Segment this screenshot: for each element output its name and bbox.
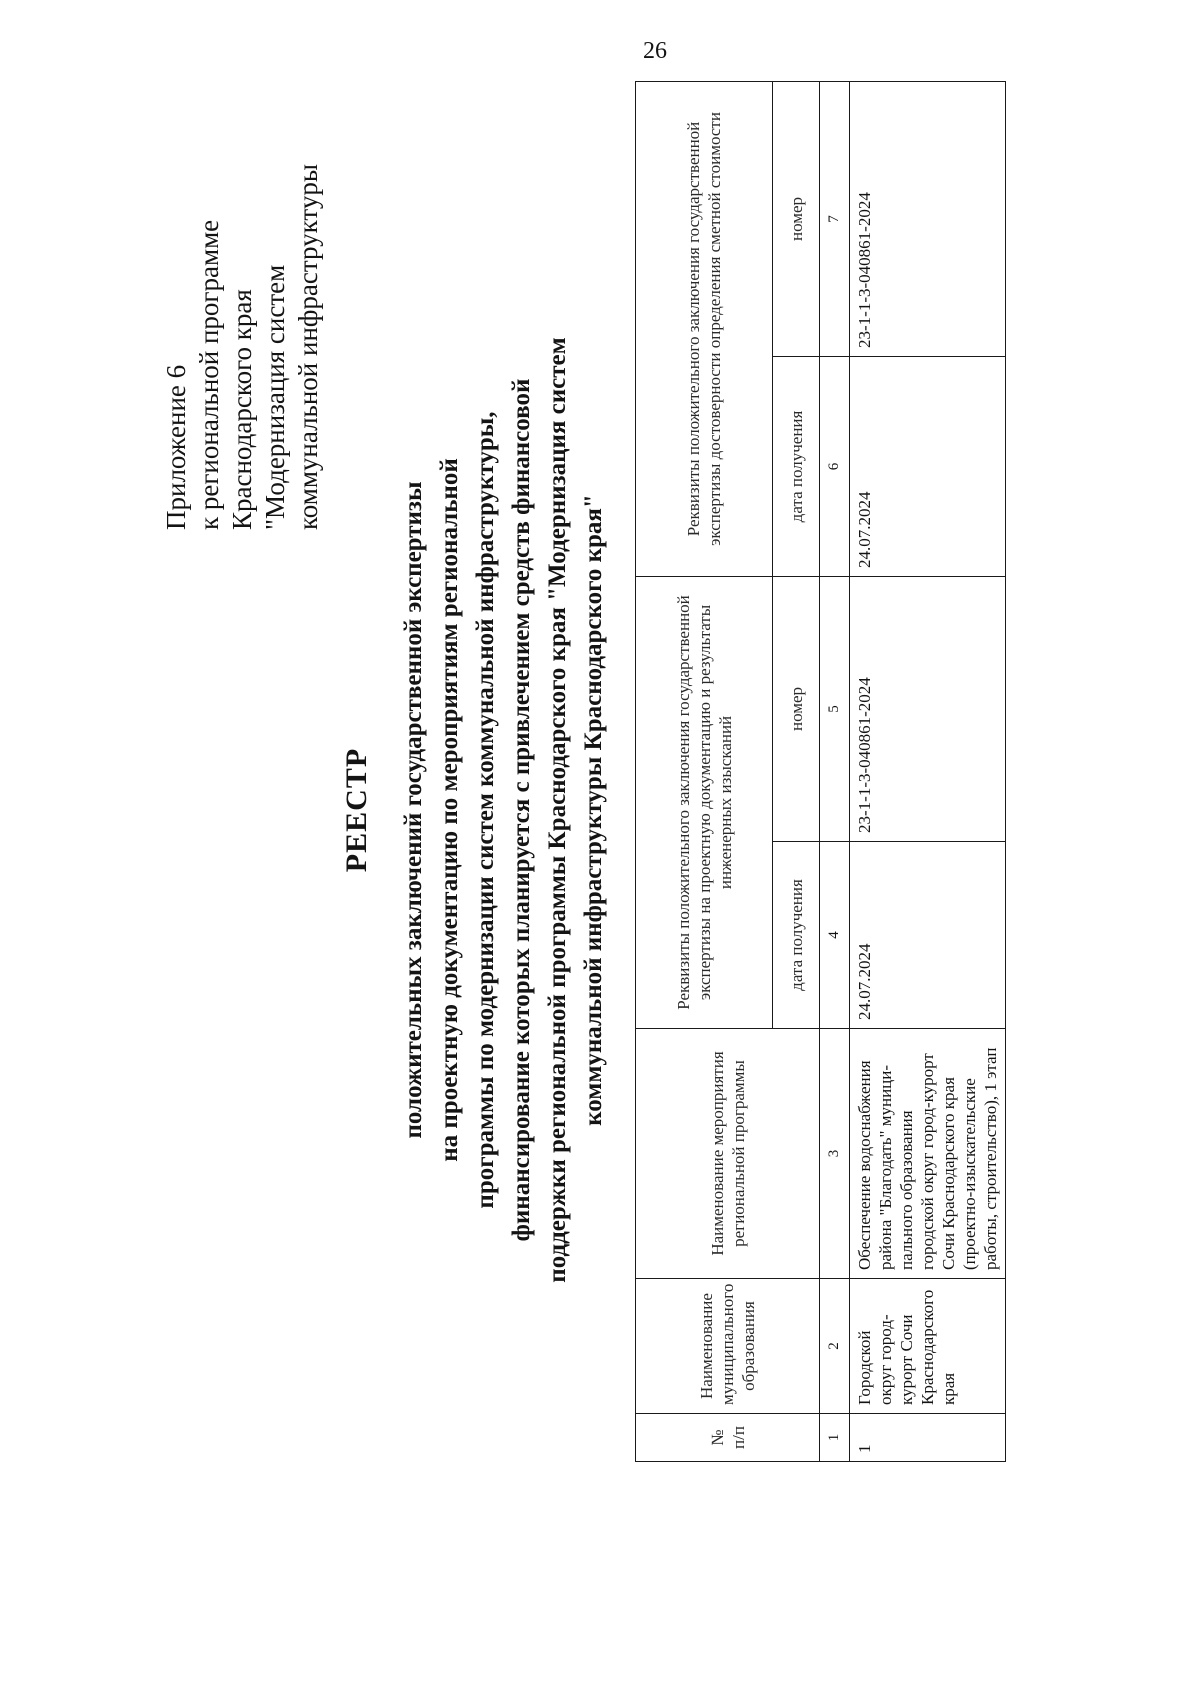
title-main: РЕЕСТР xyxy=(340,747,373,873)
landscape-content xyxy=(0,34,1050,1590)
title-line: на проектную документацию по мероприятиям региональной xyxy=(436,458,463,1162)
column-number: 3 xyxy=(820,1029,850,1279)
appendix-line: "Модернизация систем xyxy=(260,264,290,530)
header-municipality: Наименование муниципального образования xyxy=(636,1279,820,1414)
column-number: 4 xyxy=(820,842,850,1029)
header-cost-number: номер xyxy=(773,81,820,356)
header-cost-date: дата получения xyxy=(773,356,820,576)
appendix-line: Приложение 6 xyxy=(161,364,191,530)
cell-design-date: 24.07.2024 xyxy=(850,842,1006,1029)
column-number-row xyxy=(820,81,850,1461)
cell-num: 1 xyxy=(850,1414,1006,1462)
column-number: 1 xyxy=(820,1414,850,1462)
header-num: № п/п xyxy=(636,1414,820,1462)
cell-design-number: 23-1-1-3-040861-2024 xyxy=(850,576,1006,841)
cell-municipality: Городской округ город-курорт Сочи Краснодарского края xyxy=(850,1279,1006,1414)
appendix-note xyxy=(160,50,325,530)
header-row xyxy=(636,81,773,1461)
page-number: 26 xyxy=(643,38,667,64)
header-event: Наименование мероприятия региональной программы xyxy=(636,1029,820,1279)
column-number: 2 xyxy=(820,1279,850,1414)
registry-table xyxy=(635,81,1006,1462)
document-title xyxy=(340,70,612,1550)
title-line: коммунальной инфраструктуры Краснодарского края" xyxy=(580,494,607,1126)
title-line: поддержки региональной программы Краснодарского края "Модернизация систем xyxy=(544,337,571,1283)
column-number: 5 xyxy=(820,576,850,841)
cell-cost-date: 24.07.2024 xyxy=(850,356,1006,576)
cell-cost-number: 23-1-1-3-040861-2024 xyxy=(850,81,1006,356)
header-design-number: номер xyxy=(773,576,820,841)
appendix-line: Краснодарского края xyxy=(227,289,257,530)
title-line: программы по модернизации систем коммунальной инфраструктуры, xyxy=(472,411,499,1209)
cell-event: Обеспечение водоснабжения района "Благодать" муници-пального образования городской округ город-курорт Сочи Краснодарского края (проектно-изыскательские работы, строительство), 1 этап xyxy=(850,1029,1006,1279)
header-cost-expertise: Реквизиты положительного заключения государственной экспертизы достоверности определения сметной стоимости xyxy=(636,81,773,576)
title-line: положительных заключений государственной экспертизы xyxy=(400,481,427,1139)
appendix-line: коммунальной инфраструктуры xyxy=(293,164,323,530)
appendix-line: к региональной программе xyxy=(194,219,224,530)
title-line: финансирование которых планируется с привлечением средств финансовой xyxy=(508,378,535,1242)
header-design-expertise: Реквизиты положительного заключения государственной экспертизы на проектную документацию и результаты инженерных изысканий xyxy=(636,576,773,1028)
header-design-date: дата получения xyxy=(773,842,820,1029)
table-row xyxy=(850,81,1006,1461)
column-number: 7 xyxy=(820,81,850,356)
column-number: 6 xyxy=(820,356,850,576)
